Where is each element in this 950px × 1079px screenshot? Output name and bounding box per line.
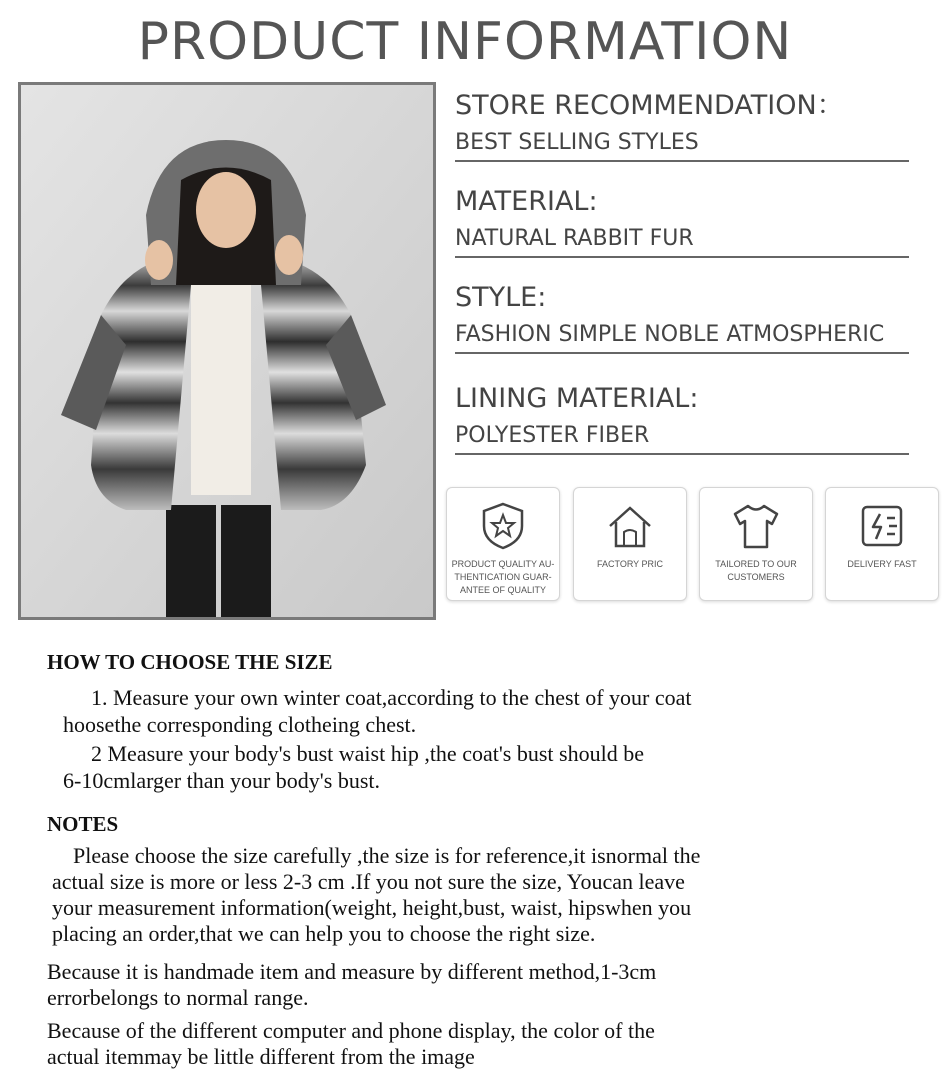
size-guide-heading: HOW TO CHOOSE THE SIZE [47,650,333,674]
badge-delivery [825,487,939,601]
feature-badges [446,487,942,603]
badge-factory-price [573,487,687,601]
size-guide-line: 1. Measure your own winter coat,according to the chest of your coat [91,685,692,710]
notes-line: actual size is more or less 2-3 cm .If you not sure the size, Youcan leave [52,869,685,894]
tshirt-icon [730,500,782,552]
notes-line: Please choose the size carefully ,the size is for reference,it isnormal the [73,843,701,868]
badge-tailored [699,487,813,601]
badge-quality [446,487,560,601]
notes-heading: NOTES [47,812,119,836]
badge-label: DELIVERY FAST [847,559,917,569]
page-title: PRODUCT INFORMATION [137,12,793,72]
notes-line: your measurement information(weight, height,bust, waist, hipswhen you [52,895,692,920]
shield-star-icon [477,500,529,552]
size-guide-line: 2 Measure your body's bust waist hip ,the coat's bust should be [91,741,644,766]
spec-value: BEST SELLING STYLES [455,128,909,162]
spec-material [455,186,909,258]
badge-label: TAILORED TO OUR CUSTOMERS [715,559,797,582]
spec-value: POLYESTER FIBER [455,421,909,455]
spec-style [455,282,909,354]
notes-line: actual itemmay be little different from the image [47,1044,475,1069]
spec-value: FASHION SIMPLE NOBLE ATMOSPHERIC [455,320,909,354]
notes-line: errorbelongs to normal range. [47,985,309,1010]
spec-value: NATURAL RABBIT FUR [455,224,909,258]
notes-line: placing an order,that we can help you to choose the right size. [52,921,596,946]
product-photo [18,82,436,620]
model-fur-coat-illustration [21,85,433,617]
spec-store-recommendation [455,90,909,162]
fast-delivery-icon [856,500,908,552]
spec-label: LINING MATERIAL: [455,383,699,414]
notes-line: Because it is handmade item and measure by different method,1-3cm [47,959,657,984]
spec-label: STYLE: [455,282,547,313]
spec-label: MATERIAL: [455,186,598,217]
badge-label: PRODUCT QUALITY AU- THENTICATION GUAR- ANTEE OF QUALITY [451,559,555,595]
house-icon [604,500,656,552]
spec-lining-material [455,383,909,455]
badge-label: FACTORY PRIC [596,559,664,569]
notes-line: Because of the different computer and phone display, the color of the [47,1018,655,1043]
size-guide-line: 6-10cmlarger than your body's bust. [63,768,381,793]
spec-label: STORE RECOMMENDATION： [455,90,844,121]
size-guide-line: hoosethe corresponding clotheing chest. [63,712,417,737]
